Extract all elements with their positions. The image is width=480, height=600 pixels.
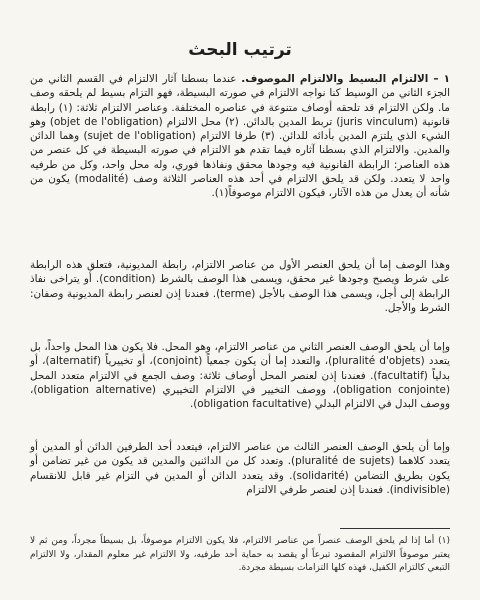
footnote-divider: [340, 528, 450, 529]
page-title: ترتيب البحث: [188, 40, 292, 60]
section-paragraph-3: [30, 340, 450, 411]
footnote: (١) أما إذا لم يلحق الوصف عنصراً من عناصر الالتزام، فلا يكون الالتزام موصوفاً، بل بسيطاً مجرداً، ومن ثم لا يعتبر موصوفاً الالتزام المقصود تبرعاً أو يقصد به حماية أحد طرفيه، ولا الالتزام غير معلوم المقدار، ولا الالتزام التبعي كالتزام الكفيل، فهذه كلها التزامات بسيطة مجردة.: [30, 536, 450, 573]
section-paragraph-1: [30, 72, 450, 201]
section-paragraph-2: [30, 258, 450, 315]
section-paragraph-4: [30, 440, 450, 497]
paragraph-text: وإما أن يلحق الوصف العنصر الثالث من عناصر الالتزام، فيتعدد أحد الطرفين الدائن أو المدين أو يتعدد كلاهما (pluralité de sujets). وتعدد كل من الدائنين والمدين قد يكون من غير تضامن أو يكون بطريق التضامن (solidarité). وقد يتعدد الدائن أو المدين في التزام غير قابل للانقسام (indivisible). فعندنا إذن لعنصر طرفي الالتزام: [30, 441, 451, 496]
section-heading: ١ – الالتزام البسيط والالتزام الموصوف.: [241, 73, 450, 85]
paragraph-text: عندما بسطنا آثار الالتزام في القسم الثاني من الجزء الثاني من الوسيط كنا نواجه الالتزام في صورته البسيطة، فهو التزام بسيط لم يلحقه وصف ما. ولكن الالتزام قد تلحقه أوصاف متنوعة في عناصره المختلفة. وعناصر الالتزام ثلاثة: (١) رابطة قانونية (juris vinculum) تربط المدين بالدائن. (٢) محل الالتزام (objet de l'obligation) وهو الشيء الذي يلتزم المدين بأدائه للدائن. (٣) طرفا الالتزام (sujet de l'obligation) وهما الدائن والمدين. والالتزام الذي بسطنا آثاره فيما تقدم هو الالتزام في صورته البسيطة في كل عنصر من هذه العناصر: الرابطة القانونية فيه وجودها محقق ونفاذها فوري، وله محل واحد، وكل من طرفيه واحد لا يتعدد. ولكن قد يلحق الالتزام في أحد هذه العناصر الثلاثة وصف (modalité) يكون من شأنه أن يعدل من هذه الآثار، فيكون الالتزام موصوفاً(١).: [30, 73, 450, 200]
paragraph-text: وإما أن يلحق الوصف العنصر الثاني من عناصر الالتزام، وهو المحل. فلا يكون هذا المحل واحداً، بل يتعدد (pluralité d'objets)، والتعدد إما أن يكون جمعياً (conjoint)، أو تخييرياً (alternatif)، أو بدلياً (facultatif). فعندنا إذن لعنصر المحل أوصاف ثلاثة: وصف الجمع في الالتزام متعدد المحل (obligation conjointe)، ووصف التخيير في الالتزام التخييري (obligation alternative)، ووصف البدل في الالتزام البدلي (obligation facultative).: [30, 341, 451, 411]
paragraph-text: وهذا الوصف إما أن يلحق العنصر الأول من عناصر الالتزام، رابطة المديونية، فتعلق هذه الرابطة على شرط ويصبح وجودها غير محقق، ويسمى هذا الوصف بالشرط (condition). أو يتراخى نفاذ الرابطة إلى أجل، ويسمى هذا الوصف بالأجل (terme). فعندنا إذن لعنصر رابطة المديونية وصفان: الشرط والأجل.: [30, 259, 450, 314]
